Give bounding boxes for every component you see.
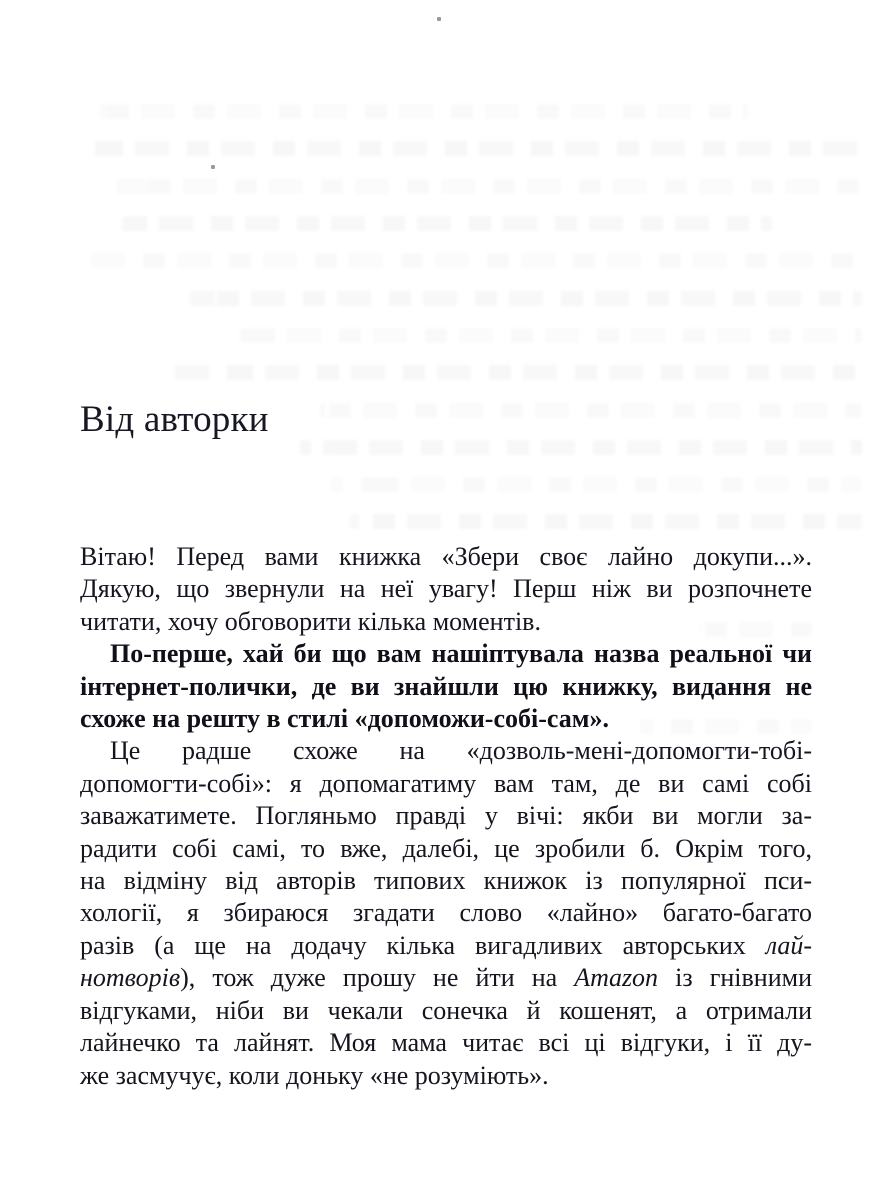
text-line [80,897,812,929]
text-line [80,735,812,767]
body-text [80,541,812,1092]
italic-text-segment: нотворів [80,963,181,993]
text-line [80,800,812,832]
text-line [80,833,812,865]
scan-speck [211,165,215,169]
text-line [80,1060,812,1092]
text-line [80,671,812,703]
text-line [80,1027,812,1059]
chapter-title: Від авторки [80,399,269,440]
text-segment: із гнівними [658,963,812,993]
text-segment: відгуками, ніби ви чекали сонечка й кошенят, а отримали [80,995,812,1025]
paragraph [80,541,812,638]
text-line [80,768,812,800]
text-segment: на відміну від авторів типових книжок із популярної пси- [80,866,812,896]
italic-text-segment: Amazon [574,963,659,993]
text-line [80,573,812,605]
text-segment: інтернет-полички, де ви знайшли цю книжку, видання не [80,671,812,701]
text-segment: хології, я збираюся згадати слово «лайно» багато-багато [80,898,812,928]
text-segment: лайнечко та лайнят. Моя мама читає всі ці відгуки, і її ду- [80,1028,812,1058]
bleedthrough-line [108,179,862,194]
text-segment: схоже на решту в стилі «допоможи-собі-сам». [80,704,609,734]
italic-text-segment: лай- [765,930,812,960]
bleedthrough-line [88,253,862,268]
text-line [80,638,812,670]
text-line [80,865,812,897]
scan-speck [437,17,441,21]
bleedthrough-line [240,328,862,343]
text-line [80,606,812,638]
text-segment: допомогти-собі»: я допомагатиму вам там, де ви самі собі [80,768,812,798]
text-segment: разів (а ще на додачу кілька вигадливих авторських [80,930,766,960]
bleedthrough-line [100,104,748,119]
bleedthrough-line [330,477,862,492]
text-segment: Дякую, що звернули на неї увагу! Перш ніж ви розпочнете [80,574,812,604]
text-segment: заважатимете. Погляньмо правді у вічі: якби ви могли за- [80,801,812,831]
bleedthrough-line [170,365,862,380]
text-segment: Це радше схоже на «дозволь-мені-допомогти-тобі- [110,736,812,766]
paragraph [80,638,812,735]
text-segment: радити собі самі, то вже, далебі, це зробили б. Окрім того, [80,833,812,863]
text-line [80,962,812,994]
text-line [80,995,812,1027]
text-segment: По-перше, хай би що вам нашіптувала назва реальної чи [110,639,812,669]
bleedthrough-line [300,440,862,455]
bleedthrough-line [82,141,862,156]
bleedthrough-line [320,403,862,418]
bleedthrough-line [190,291,862,306]
bleedthrough-line [122,216,772,231]
text-line [80,703,812,735]
text-segment: читати, хочу обговорити кілька моментів. [80,606,541,636]
bleedthrough-line [350,514,862,529]
text-line [80,541,812,573]
text-segment: Вітаю! Перед вами книжка «Збери своє лайно докупи...». [80,542,812,571]
text-line [80,930,812,962]
text-segment: же засмучує, коли доньку «не розуміють». [80,1060,549,1090]
text-segment: ), тож дуже прошу не йти на [180,963,575,993]
paragraph [80,735,812,1091]
